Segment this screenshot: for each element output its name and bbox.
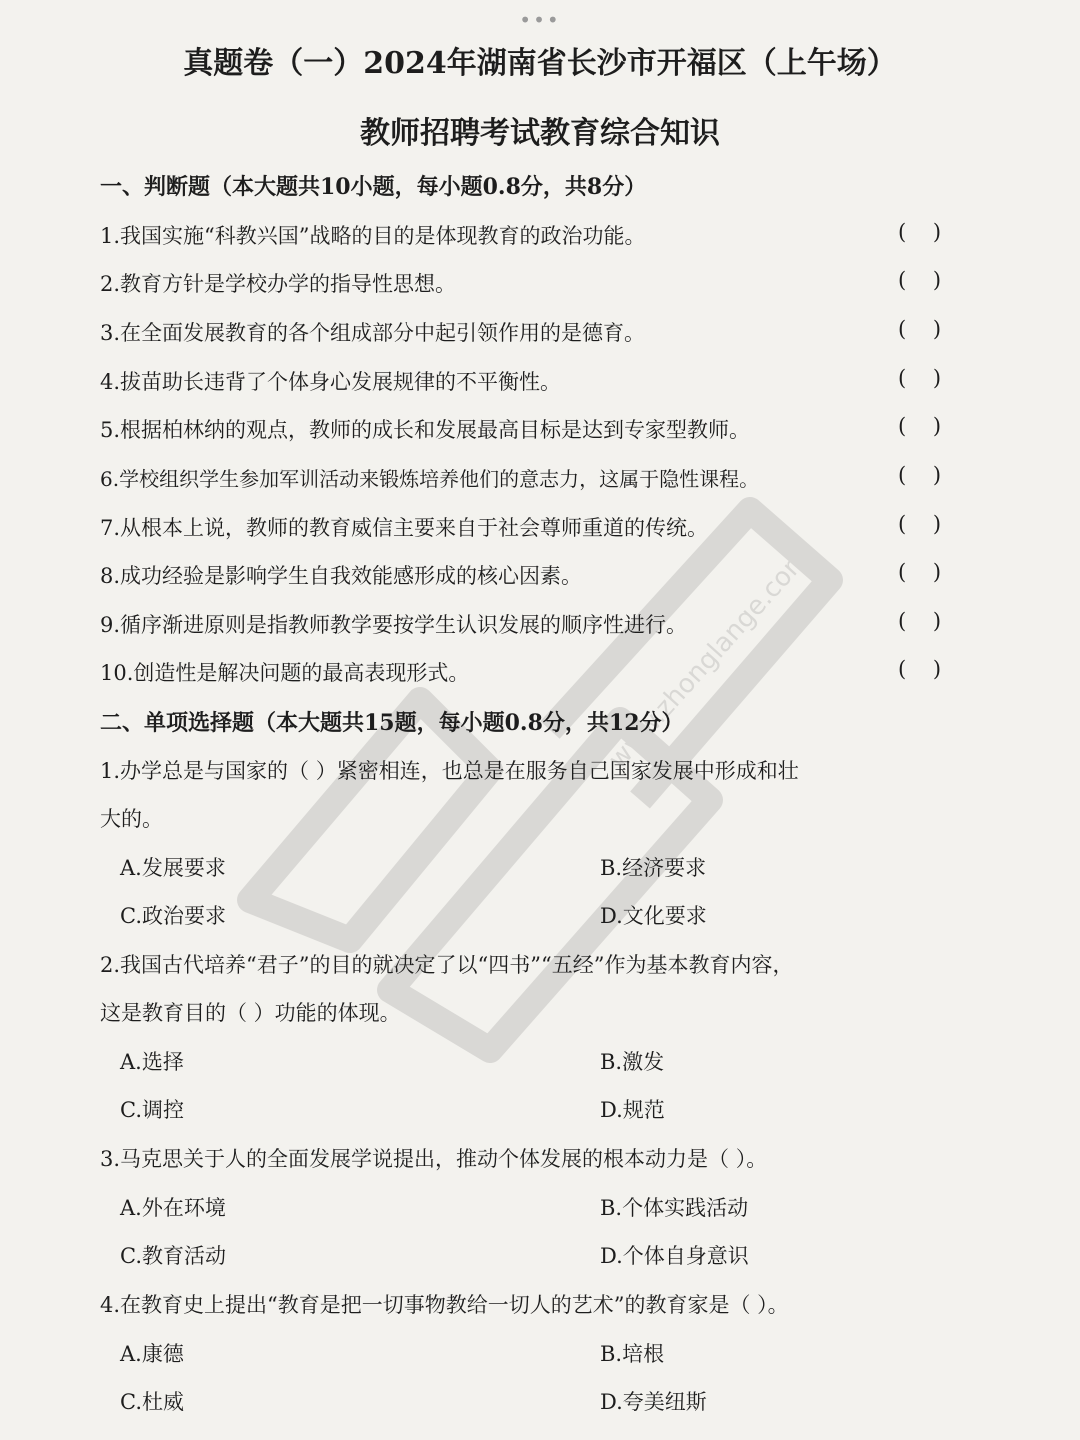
tf-question-8: 8.成功经验是影响学生自我效能感形成的核心因素。	[100, 564, 583, 588]
mc-question-2-stem-cont: 这是教育目的（ ）功能的体现。	[100, 1001, 401, 1025]
section-heading-judgement: 一、判断题（本大题共10小题，每小题0.8分，共8分）	[100, 174, 647, 200]
mc-1-option-a: A.发展要求	[120, 856, 226, 880]
tf-question-2: 2.教育方针是学校办学的指导性思想。	[100, 272, 457, 296]
mc-3-option-c: C.教育活动	[120, 1244, 226, 1268]
page-subtitle: 教师招聘考试教育综合知识	[360, 116, 720, 151]
watermark-url: www.zhonglange.com	[602, 543, 816, 775]
mc-4-option-d: D.夸美纽斯	[600, 1390, 707, 1414]
mc-question-3-stem: 3.马克思关于人的全面发展学说提出，推动个体发展的根本动力是（ ）。	[100, 1147, 768, 1171]
mc-3-option-d: D.个体自身意识	[600, 1244, 749, 1268]
tf-question-7: 7.从根本上说，教师的教育威信主要来自于社会尊师重道的传统。	[100, 516, 709, 540]
tf-question-6: 6.学校组织学生参加军训活动来锻炼培养他们的意志力，这属于隐性课程。	[100, 467, 760, 491]
section-heading-single-choice: 二、单项选择题（本大题共15题，每小题0.8分，共12分）	[100, 710, 684, 736]
mc-question-2-stem: 2.我国古代培养“君子”的目的就决定了以“四书”“五经”作为基本教育内容，	[100, 953, 794, 977]
mc-2-option-c: C.调控	[120, 1098, 184, 1122]
tf-question-10: 10.创造性是解决问题的最高表现形式。	[100, 661, 470, 685]
answer-bracket: ( )	[898, 414, 942, 438]
answer-bracket: ( )	[898, 268, 942, 292]
answer-bracket: ( )	[898, 657, 942, 681]
tf-question-9: 9.循序渐进原则是指教师教学要按学生认识发展的顺序性进行。	[100, 613, 688, 637]
mc-3-option-b: B.个体实践活动	[600, 1196, 749, 1220]
mc-1-option-d: D.文化要求	[600, 904, 707, 928]
mc-3-option-a: A.外在环境	[120, 1196, 226, 1220]
answer-bracket: ( )	[898, 317, 942, 341]
tf-question-5: 5.根据柏林纳的观点，教师的成长和发展最高目标是达到专家型教师。	[100, 418, 751, 442]
answer-bracket: ( )	[898, 366, 942, 390]
mc-2-option-a: A.选择	[120, 1050, 184, 1074]
mc-4-option-c: C.杜威	[120, 1390, 184, 1414]
mc-2-option-b: B.激发	[600, 1050, 665, 1074]
mc-question-1-stem-cont: 大的。	[100, 807, 163, 831]
mc-2-option-d: D.规范	[600, 1098, 665, 1122]
more-options-icon[interactable]: •••	[519, 8, 561, 32]
answer-bracket: ( )	[898, 512, 942, 536]
mc-question-4-stem: 4.在教育史上提出“教育是把一切事物教给一切人的艺术”的教育家是（ ）。	[100, 1293, 789, 1317]
mc-question-1-stem: 1.办学总是与国家的（ ）紧密相连，也总是在服务自己国家发展中形成和壮	[100, 759, 799, 783]
answer-bracket: ( )	[898, 463, 942, 487]
tf-question-4: 4.拔苗助长违背了个体身心发展规律的不平衡性。	[100, 370, 562, 394]
page-title: 真题卷（一）2024年湖南省长沙市开福区（上午场）	[183, 46, 897, 81]
mc-1-option-b: B.经济要求	[600, 856, 707, 880]
tf-question-3: 3.在全面发展教育的各个组成部分中起引领作用的是德育。	[100, 321, 646, 345]
mc-4-option-b: B.培根	[600, 1342, 665, 1366]
answer-bracket: ( )	[898, 560, 942, 584]
mc-1-option-c: C.政治要求	[120, 904, 226, 928]
tf-question-1: 1.我国实施“科教兴国”战略的目的是体现教育的政治功能。	[100, 224, 646, 248]
answer-bracket: ( )	[898, 220, 942, 244]
mc-4-option-a: A.康德	[120, 1342, 184, 1366]
answer-bracket: ( )	[898, 609, 942, 633]
